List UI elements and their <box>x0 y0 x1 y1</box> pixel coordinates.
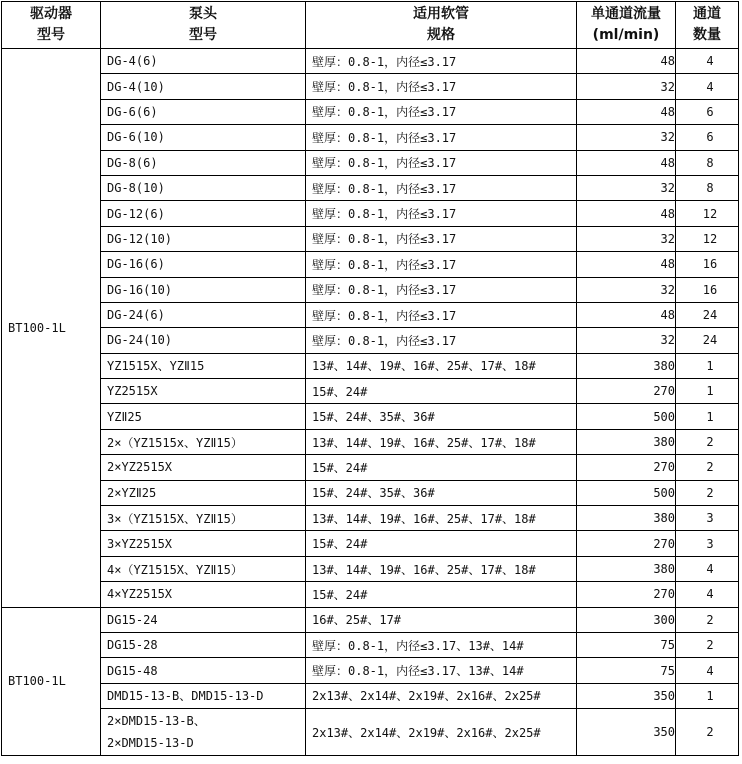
table-row <box>2 201 739 226</box>
flow-rate-cell: 350 <box>577 683 676 708</box>
pump-head-text: DG15-48 <box>107 663 158 678</box>
pump-head-text: DG-24(6) <box>107 308 165 323</box>
flow-rate-cell: 32 <box>577 74 676 99</box>
tubing-spec-cell: 15#、24# <box>306 531 577 556</box>
pump-head-cell <box>101 328 306 353</box>
tubing-spec-cell: 13#、14#、19#、16#、25#、17#、18# <box>306 353 577 378</box>
pump-head-cell <box>101 531 306 556</box>
channel-count-cell: 1 <box>676 404 739 429</box>
tubing-spec-cell: 壁厚：0.8-1，内径≤3.17 <box>306 277 577 302</box>
tubing-spec-cell: 壁厚：0.8-1，内径≤3.17 <box>306 226 577 251</box>
table-row <box>2 658 739 683</box>
pump-head-text: DG-4(10) <box>107 79 165 94</box>
tubing-spec-cell: 2x13#、2x14#、2x19#、2x16#、2x25# <box>306 709 577 756</box>
table-row <box>2 709 739 756</box>
pump-head-cell <box>101 150 306 175</box>
channel-count-cell: 4 <box>676 658 739 683</box>
channel-count-cell: 1 <box>676 353 739 378</box>
flow-rate-cell: 350 <box>577 709 676 756</box>
pump-head-cell <box>101 379 306 404</box>
flow-rate-cell: 32 <box>577 328 676 353</box>
table-row <box>2 683 739 708</box>
channel-count-cell: 24 <box>676 302 739 327</box>
pump-head-text: DG-4(6) <box>107 54 158 69</box>
channel-count-cell: 24 <box>676 328 739 353</box>
channel-count-cell: 2 <box>676 480 739 505</box>
header-channel-count <box>676 2 739 49</box>
channel-count-cell: 3 <box>676 531 739 556</box>
tubing-spec-cell: 13#、14#、19#、16#、25#、17#、18# <box>306 506 577 531</box>
header-flow-line1: 单通道流量 <box>591 6 661 22</box>
pump-head-cell <box>101 658 306 683</box>
pump-head-text: 3×YZ2515X <box>107 536 173 551</box>
pump-head-text: DMD15-13-B、DMD15-13-D <box>107 689 264 704</box>
channel-count-cell: 4 <box>676 556 739 581</box>
table-row <box>2 175 739 200</box>
pump-head-text: DG15-28 <box>107 638 158 653</box>
table-row <box>2 506 739 531</box>
table-row <box>2 556 739 581</box>
channel-count-cell: 4 <box>676 49 739 74</box>
tubing-spec-cell: 16#、25#、17# <box>306 607 577 632</box>
channel-count-cell: 8 <box>676 150 739 175</box>
table-row <box>2 607 739 632</box>
table-row <box>2 302 739 327</box>
channel-count-cell: 16 <box>676 277 739 302</box>
header-flow-rate <box>577 2 676 49</box>
table-row <box>2 379 739 404</box>
tubing-spec-cell: 壁厚：0.8-1，内径≤3.17 <box>306 175 577 200</box>
table-body <box>2 49 739 756</box>
pump-head-cell <box>101 683 306 708</box>
tubing-spec-cell: 13#、14#、19#、16#、25#、17#、18# <box>306 429 577 454</box>
tubing-spec-cell: 壁厚：0.8-1，内径≤3.17 <box>306 150 577 175</box>
flow-rate-cell: 32 <box>577 277 676 302</box>
channel-count-cell: 2 <box>676 429 739 454</box>
flow-rate-cell: 270 <box>577 379 676 404</box>
pump-head-cell <box>101 506 306 531</box>
pump-head-text: 3×（YZ1515X、YZⅡ15） <box>107 511 243 526</box>
pump-head-cell <box>101 480 306 505</box>
flow-rate-cell: 32 <box>577 226 676 251</box>
pump-head-text: DG-16(6) <box>107 257 165 272</box>
channel-count-cell: 16 <box>676 252 739 277</box>
flow-rate-cell: 48 <box>577 201 676 226</box>
flow-rate-cell: 48 <box>577 150 676 175</box>
pump-head-cell <box>101 556 306 581</box>
table-row <box>2 404 739 429</box>
channel-count-cell: 3 <box>676 506 739 531</box>
tubing-spec-cell: 壁厚：0.8-1，内径≤3.17 <box>306 99 577 124</box>
pump-head-text: DG-6(6) <box>107 104 158 119</box>
flow-rate-cell: 500 <box>577 480 676 505</box>
driver-model-cell: BT100-1L <box>2 49 101 608</box>
pump-head-text: 4×（YZ1515X、YZⅡ15） <box>107 562 243 577</box>
tubing-spec-cell: 15#、24#、35#、36# <box>306 480 577 505</box>
pump-head-cell <box>101 455 306 480</box>
pump-head-cell <box>101 607 306 632</box>
pump-head-cell <box>101 125 306 150</box>
pump-head-text: 2×YZ2515X <box>107 460 173 475</box>
table-row <box>2 226 739 251</box>
channel-count-cell: 6 <box>676 99 739 124</box>
tubing-spec-cell: 15#、24#、35#、36# <box>306 404 577 429</box>
table-row <box>2 632 739 657</box>
pump-head-text: DG15-24 <box>107 612 158 627</box>
pump-head-cell <box>101 252 306 277</box>
table-row <box>2 99 739 124</box>
pump-head-text: DG-6(10) <box>107 130 165 145</box>
pump-head-cell <box>101 74 306 99</box>
channel-count-cell: 2 <box>676 455 739 480</box>
channel-count-cell: 6 <box>676 125 739 150</box>
flow-rate-cell: 32 <box>577 175 676 200</box>
table-row <box>2 480 739 505</box>
table-row <box>2 582 739 607</box>
channel-count-cell: 4 <box>676 74 739 99</box>
flow-rate-cell: 75 <box>577 658 676 683</box>
flow-rate-cell: 380 <box>577 506 676 531</box>
pump-head-cell <box>101 175 306 200</box>
header-pump-line1: 泵头 <box>189 6 217 22</box>
tubing-spec-cell: 壁厚：0.8-1，内径≤3.17、13#、14# <box>306 658 577 683</box>
table-row <box>2 252 739 277</box>
table-row <box>2 531 739 556</box>
pump-head-text: DG-16(10) <box>107 282 173 297</box>
header-channels-line2: 数量 <box>693 27 721 43</box>
pump-head-cell <box>101 99 306 124</box>
tubing-spec-cell: 13#、14#、19#、16#、25#、17#、18# <box>306 556 577 581</box>
table-row <box>2 49 739 74</box>
channel-count-cell: 2 <box>676 607 739 632</box>
pump-head-cell <box>101 429 306 454</box>
header-pump-head-model <box>101 2 306 49</box>
header-pump-line2: 型号 <box>189 27 217 43</box>
pump-head-text: DG-12(10) <box>107 231 173 246</box>
tubing-spec-cell: 壁厚：0.8-1，内径≤3.17 <box>306 252 577 277</box>
tubing-spec-cell: 15#、24# <box>306 379 577 404</box>
pump-head-text: DG-24(10) <box>107 333 173 348</box>
pump-head-cell <box>101 226 306 251</box>
pump-head-text: 4×YZ2515X <box>107 587 173 602</box>
header-channels-line1: 通道 <box>693 6 721 22</box>
channel-count-cell: 12 <box>676 226 739 251</box>
tubing-spec-cell: 壁厚：0.8-1，内径≤3.17 <box>306 201 577 226</box>
channel-count-cell: 1 <box>676 379 739 404</box>
tubing-spec-cell: 壁厚：0.8-1，内径≤3.17 <box>306 302 577 327</box>
pump-head-cell <box>101 201 306 226</box>
flow-rate-cell: 48 <box>577 99 676 124</box>
pump-head-cell <box>101 404 306 429</box>
channel-count-cell: 2 <box>676 709 739 756</box>
pump-head-cell <box>101 632 306 657</box>
flow-rate-cell: 380 <box>577 429 676 454</box>
driver-model-cell: BT100-1L <box>2 607 101 756</box>
table-row <box>2 150 739 175</box>
channel-count-cell: 8 <box>676 175 739 200</box>
flow-rate-cell: 48 <box>577 252 676 277</box>
pump-head-cell <box>101 49 306 74</box>
header-tubing-line1: 适用软管 <box>413 6 469 22</box>
pump-head-cell <box>101 582 306 607</box>
tubing-spec-cell: 壁厚：0.8-1，内径≤3.17、13#、14# <box>306 632 577 657</box>
flow-rate-cell: 75 <box>577 632 676 657</box>
channel-count-cell: 4 <box>676 582 739 607</box>
header-driver-line1: 驱动器 <box>30 6 72 22</box>
table-row <box>2 353 739 378</box>
pump-head-text: YZ2515X <box>107 384 158 399</box>
header-tubing-line2: 规格 <box>427 27 455 43</box>
flow-rate-cell: 270 <box>577 455 676 480</box>
flow-rate-cell: 270 <box>577 531 676 556</box>
pump-head-cell <box>101 277 306 302</box>
pump-head-cell <box>101 709 306 756</box>
table-row <box>2 125 739 150</box>
pump-head-cell <box>101 353 306 378</box>
pump-head-text: 2×（YZ1515x、YZⅡ15） <box>107 435 243 450</box>
flow-rate-cell: 300 <box>577 607 676 632</box>
pump-head-text: 2×YZⅡ25 <box>107 485 157 500</box>
pump-head-text: DG-12(6) <box>107 206 165 221</box>
tubing-spec-cell: 15#、24# <box>306 455 577 480</box>
header-row <box>2 2 739 49</box>
channel-count-cell: 2 <box>676 632 739 657</box>
tubing-spec-cell: 壁厚：0.8-1，内径≤3.17 <box>306 74 577 99</box>
pump-head-text: 2×DMD15-13-D <box>107 736 194 751</box>
tubing-spec-cell: 壁厚：0.8-1，内径≤3.17 <box>306 49 577 74</box>
flow-rate-cell: 380 <box>577 556 676 581</box>
pump-head-text: YZ1515X、YZⅡ15 <box>107 359 205 374</box>
pump-head-text: 2×DMD15-13-B、 <box>107 714 206 729</box>
header-driver-model <box>2 2 101 49</box>
channel-count-cell: 1 <box>676 683 739 708</box>
table-row <box>2 277 739 302</box>
tubing-spec-cell: 壁厚：0.8-1，内径≤3.17 <box>306 328 577 353</box>
pump-head-text: DG-8(6) <box>107 155 158 170</box>
flow-rate-cell: 380 <box>577 353 676 378</box>
flow-rate-cell: 48 <box>577 302 676 327</box>
header-flow-line2: (ml/min) <box>592 27 660 43</box>
tubing-spec-cell: 2x13#、2x14#、2x19#、2x16#、2x25# <box>306 683 577 708</box>
flow-rate-cell: 270 <box>577 582 676 607</box>
table-row <box>2 455 739 480</box>
header-driver-line2: 型号 <box>37 27 65 43</box>
flow-rate-cell: 500 <box>577 404 676 429</box>
header-tubing-spec <box>306 2 577 49</box>
tubing-spec-cell: 壁厚：0.8-1，内径≤3.17 <box>306 125 577 150</box>
pump-head-text: YZⅡ25 <box>107 409 142 424</box>
tubing-spec-cell: 15#、24# <box>306 582 577 607</box>
table-row <box>2 74 739 99</box>
table-row <box>2 328 739 353</box>
pump-head-text: DG-8(10) <box>107 181 165 196</box>
flow-rate-cell: 48 <box>577 49 676 74</box>
table-row <box>2 429 739 454</box>
flow-rate-cell: 32 <box>577 125 676 150</box>
pump-spec-table <box>1 1 739 756</box>
pump-head-cell <box>101 302 306 327</box>
channel-count-cell: 12 <box>676 201 739 226</box>
